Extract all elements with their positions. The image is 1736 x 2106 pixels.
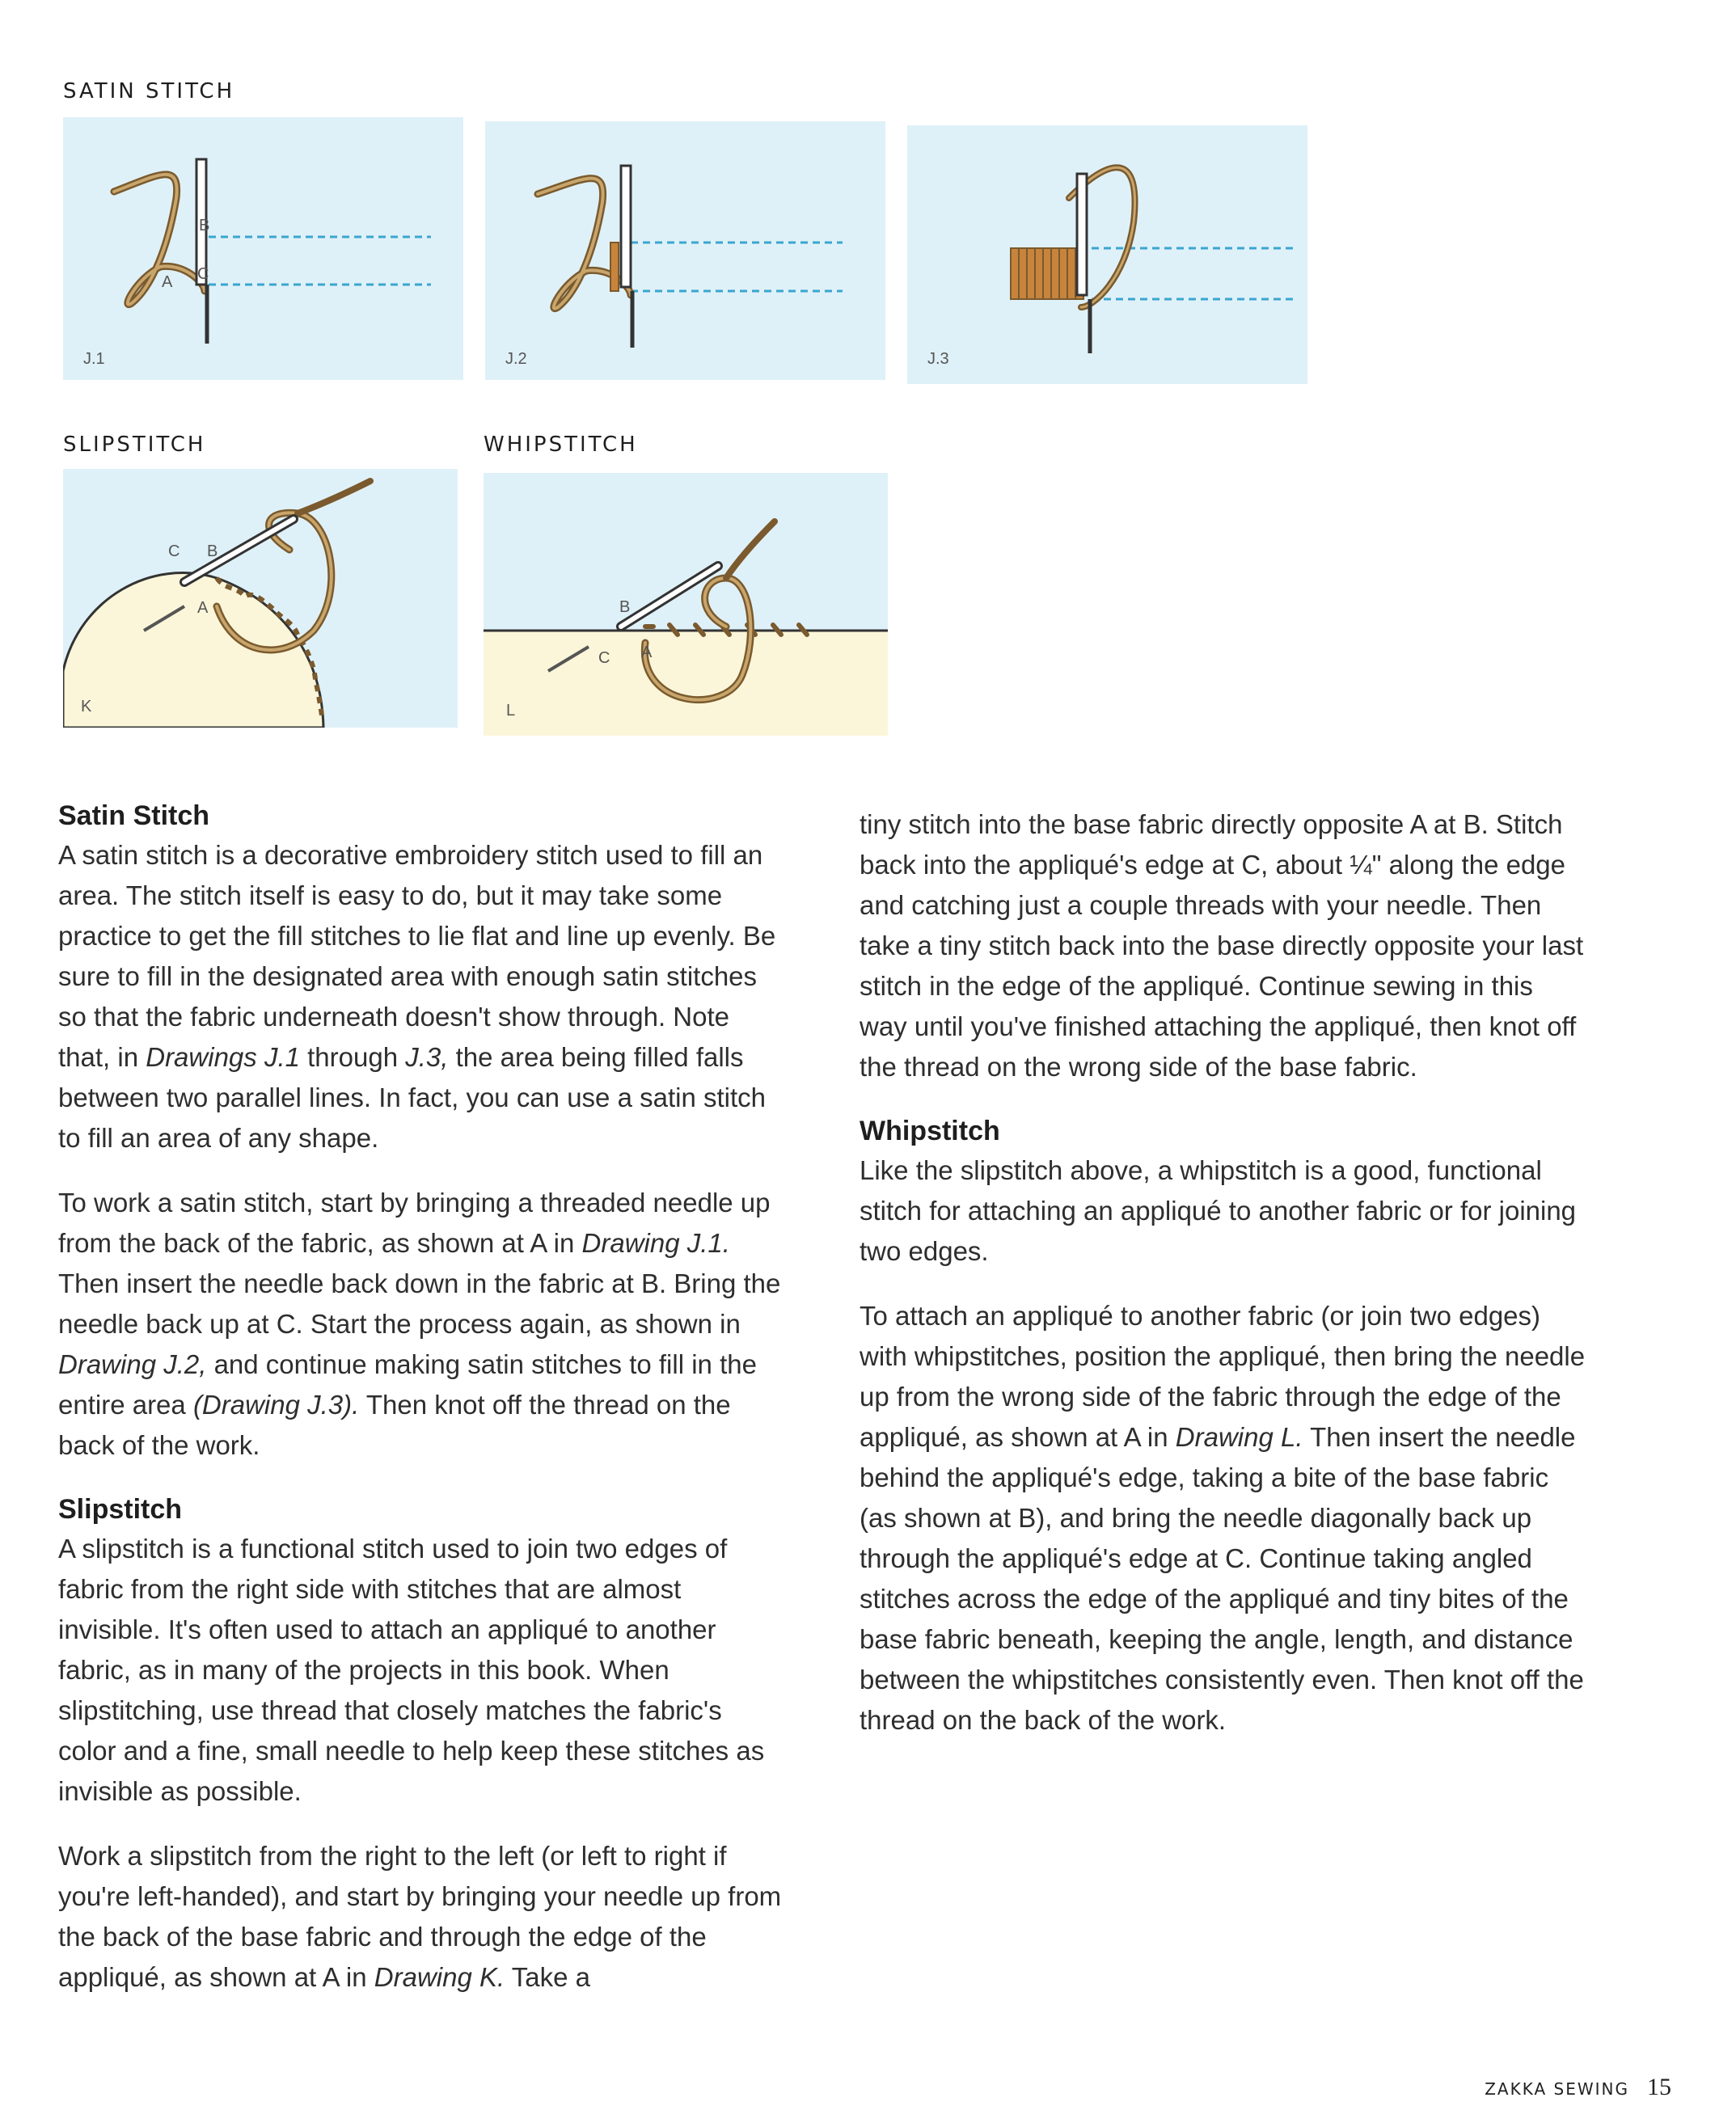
satin-stitch-paragraph-1: A satin stitch is a decorative embroidery stitch used to fill an area. The stitch itself is easy to do, but it may take some practice to get the fill stitches to lie flat and line up evenly. Be sure to fill in the designated area with enough satin stitches so that the fabric underneath doesn't show through. Note that, in Drawings J.1 through J.3, the area being filled falls between two parallel lines. In fact, you can use a satin stitch to fill an area of any shape. bbox=[58, 840, 776, 1153]
whipstitch-title: Whipstitch bbox=[860, 1116, 1000, 1146]
satin-stitch-paragraph-2: To work a satin stitch, start by bringing a threaded needle up from the back of the fabric, as shown at A in Drawing J.1. Then insert the needle back down in the fabric at B. Bring the needle back up at C. Start the process again, as shown in Drawing J.2, and continue making satin stitches to fill in the entire area (Drawing J.3). Then knot off the thread on the back of the work. bbox=[58, 1188, 781, 1460]
figure-k bbox=[63, 469, 458, 728]
slipstitch-paragraph-1: A slipstitch is a functional stitch used to join two edges of fabric from the right side with stitches that are almost invisible. It's often used to attach an appliqué to another fabric, as in many of the projects in this book. When slipstitching, use thread that closely matches the fabric's color and a fine, small needle to help keep these stitches as invisible as possible. bbox=[58, 1534, 765, 1806]
slipstitch-continued: tiny stitch into the base fabric directly opposite A at B. Stitch back into the appliqué's edge at C, about ¼" along the edge and catching just a couple threads with your needle. Then take a tiny stitch back into the base directly opposite your last stitch in the edge of the appliqué. Continue sewing in this way until you've finished attaching the appliqué, then knot off the thread on the wrong side of the base fabric. bbox=[860, 809, 1584, 1082]
right-column bbox=[860, 804, 1587, 1765]
label-c: C bbox=[197, 265, 209, 283]
label-j3: J.3 bbox=[927, 350, 949, 368]
slipstitch-paragraph-2: Work a slipstitch from the right to the left (or left to right if you're left-handed), and start by bringing your needle up from the back of the base fabric and through the edge of the appliqué, as shown at A in Drawing K. Take a bbox=[58, 1841, 782, 1992]
label-a-k: A bbox=[197, 599, 209, 617]
figure-j2 bbox=[485, 121, 885, 380]
label-b-k: B bbox=[207, 542, 218, 560]
label-j2: J.2 bbox=[505, 350, 527, 368]
label-c-l: C bbox=[598, 649, 610, 667]
figure-j1 bbox=[63, 117, 463, 380]
page-footer bbox=[1485, 2074, 1671, 2101]
whipstitch-heading: WHIPSTITCH bbox=[484, 433, 638, 457]
figure-j3 bbox=[907, 125, 1307, 384]
label-k: K bbox=[81, 698, 92, 715]
satin-stitch-heading: SATIN STITCH bbox=[63, 79, 235, 103]
book-title: ZAKKA SEWING bbox=[1485, 2079, 1629, 2099]
page-number: 15 bbox=[1647, 2074, 1671, 2100]
label-a-l: A bbox=[641, 644, 653, 661]
slipstitch-title: Slipstitch bbox=[58, 1494, 183, 1525]
left-column bbox=[58, 796, 786, 2022]
whipstitch-section bbox=[860, 1112, 1587, 1272]
label-b: B bbox=[199, 217, 210, 234]
label-j1: J.1 bbox=[83, 350, 105, 368]
label-l: L bbox=[506, 702, 516, 720]
label-b-l: B bbox=[619, 598, 631, 616]
slipstitch-heading: SLIPSTITCH bbox=[63, 433, 206, 457]
slipstitch-section bbox=[58, 1490, 786, 1812]
figure-l bbox=[484, 473, 888, 736]
whipstitch-paragraph-2: To attach an appliqué to another fabric (or join two edges) with whipstitches, position the appliqué, then bring the needle up from the wrong side of the fabric through the edge of the appliqué, as shown at A in Drawing L. Then insert the needle behind the appliqué's edge, taking a bite of the base fabric (as shown at B), and bring the needle diagonally back up through the appliqué's edge at C. Continue taking angled stitches across the edge of the appliqué and tiny bites of the base fabric beneath, keeping the angle, length, and distance between the whipstitches consistently even. Then knot off the thread on the back of the work. bbox=[860, 1301, 1586, 1735]
whipstitch-paragraph-1: Like the slipstitch above, a whipstitch is a good, functional stitch for attaching an appliqué to another fabric or for joining two edges. bbox=[860, 1155, 1577, 1266]
label-a: A bbox=[162, 273, 173, 291]
satin-stitch-title: Satin Stitch bbox=[58, 800, 210, 831]
satin-stitch-section bbox=[58, 796, 786, 1159]
label-c-k: C bbox=[168, 542, 180, 560]
